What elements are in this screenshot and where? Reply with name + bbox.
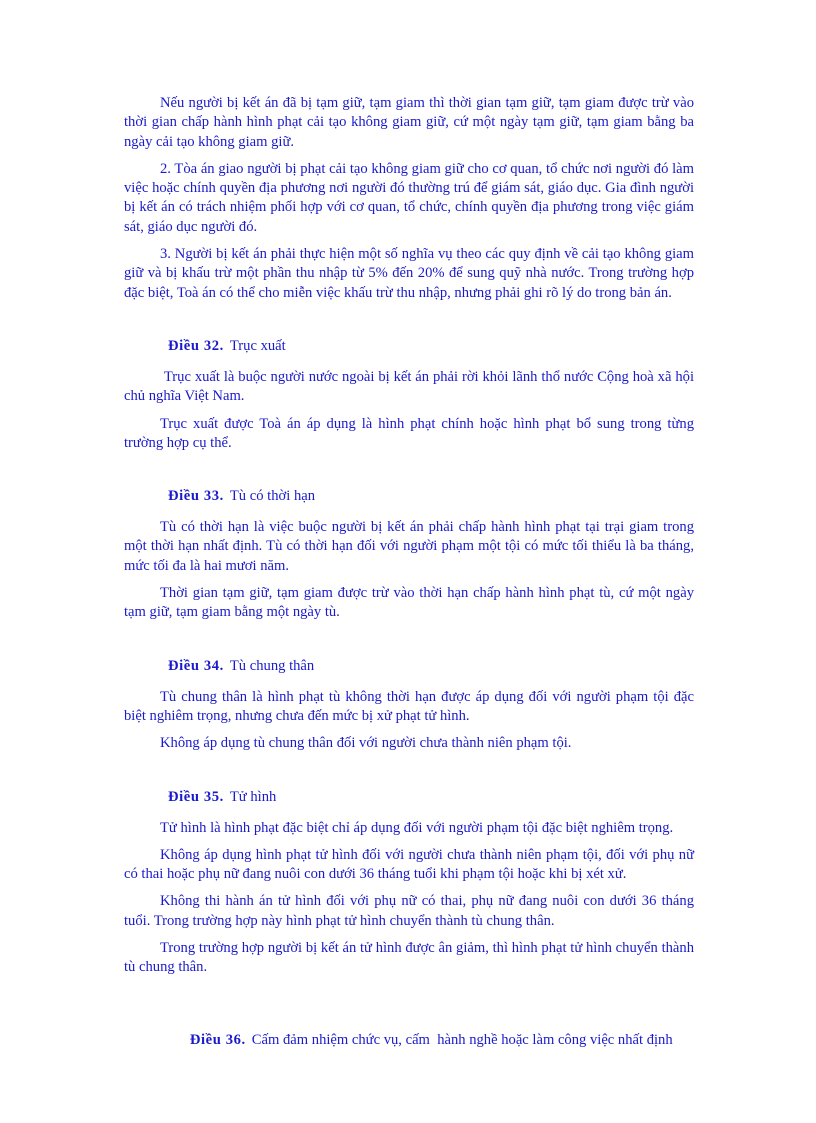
paragraph: Tù có thời hạn là việc buộc người bị kết án phải chấp hành hình phạt tại trại giam trong một thời hạn nhất định. Tù có thời hạn đối với người phạm một tội có mức tối thiểu là ba tháng, mức tối đa là hai mươi năm. — [124, 519, 694, 574]
paragraph: Nếu người bị kết án đã bị tạm giữ, tạm giam thì thời gian tạm giữ, tạm giam được trừ vào thời gian chấp hành hình phạt cải tạo không giam giữ, cứ một ngày tạm giữ, tạm giam bằng ba ngày cải tạo không giam giữ. — [124, 95, 694, 150]
paragraph: Không thi hành án tử hình đối với phụ nữ có thai, phụ nữ đang nuôi con dưới 36 tháng tuổi. Trong trường hợp này hình phạt tử hình chuyển thành tù chung thân. — [124, 893, 694, 929]
article-heading-36 — [124, 1012, 694, 1069]
paragraph: Trục xuất được Toà án áp dụng là hình phạt chính hoặc hình phạt bổ sung trong từng trường hợp cụ thể. — [124, 415, 694, 451]
article-title: Tử hình — [229, 788, 277, 805]
article-number: Điều 32. — [168, 337, 224, 354]
paragraph: Tử hình là hình phạt đặc biệt chỉ áp dụng đối với người phạm tội đặc biệt nghiêm trọng. — [160, 819, 674, 836]
paragraph: 3. Người bị kết án phải thực hiện một số nghĩa vụ theo các quy định về cải tạo không giam giữ và bị khấu trừ một phần thu nhập từ 5% đến 20% để sung quỹ nhà nước. Trong trường hợp đặc biệt, Toà án có thể cho miễn việc khấu trừ thu nhập, nhưng phải ghi rõ lý do trong bản án. — [124, 246, 694, 301]
article-number: Điều 35. — [168, 788, 224, 805]
paragraph: Trong trường hợp người bị kết án tử hình được ân giảm, thì hình phạt tử hình chuyển thành tù chung thân. — [124, 940, 694, 976]
document-body — [124, 94, 698, 1081]
article-title: Tù chung thân — [229, 657, 315, 674]
article-heading-32 — [124, 337, 694, 356]
article-heading-35 — [124, 788, 694, 807]
paragraph: Thời gian tạm giữ, tạm giam được trừ vào thời hạn chấp hành hình phạt tù, cứ một ngày tạm giữ, tạm giam bằng một ngày tù. — [124, 585, 694, 621]
article-title: Trục xuất — [229, 337, 286, 354]
article-heading-34 — [124, 657, 694, 676]
paragraph: Tù chung thân là hình phạt tù không thời hạn được áp dụng đối với người phạm tội đặc biệt nghiêm trọng, nhưng chưa đến mức bị xử phạt tử hình. — [124, 688, 694, 724]
article-title: Cấm đảm nhiệm chức vụ, cấm hành nghề hoặc làm công việc nhất định — [251, 1031, 673, 1048]
article-title: Tù có thời hạn — [229, 488, 316, 505]
article-number: Điều 33. — [168, 488, 224, 505]
paragraph: Không áp dụng hình phạt tử hình đối với người chưa thành niên phạm tội, đối với phụ nữ có thai hoặc phụ nữ đang nuôi con dưới 36 tháng tuổi khi phạm tội hoặc khi bị xét xử. — [124, 846, 694, 883]
paragraph: Trục xuất là buộc người nước ngoài bị kết án phải rời khỏi lãnh thổ nước Cộng hoà xã hội chủ nghĩa Việt Nam. — [124, 368, 698, 405]
article-number: Điều 36. — [189, 1031, 246, 1048]
article-number: Điều 34. — [168, 657, 224, 674]
article-heading-33 — [124, 487, 694, 506]
paragraph: 2. Tòa án giao người bị phạt cải tạo không giam giữ cho cơ quan, tổ chức nơi người đó làm việc hoặc chính quyền địa phương nơi người đó thường trú để giám sát, giáo dục. Gia đình người bị kết án có trách nhiệm phối hợp với cơ quan, tổ chức, chính quyền địa phương trong việc giám sát, giáo dục người đó. — [124, 160, 694, 235]
paragraph: Không áp dụng tù chung thân đối với người chưa thành niên phạm tội. — [160, 735, 572, 752]
